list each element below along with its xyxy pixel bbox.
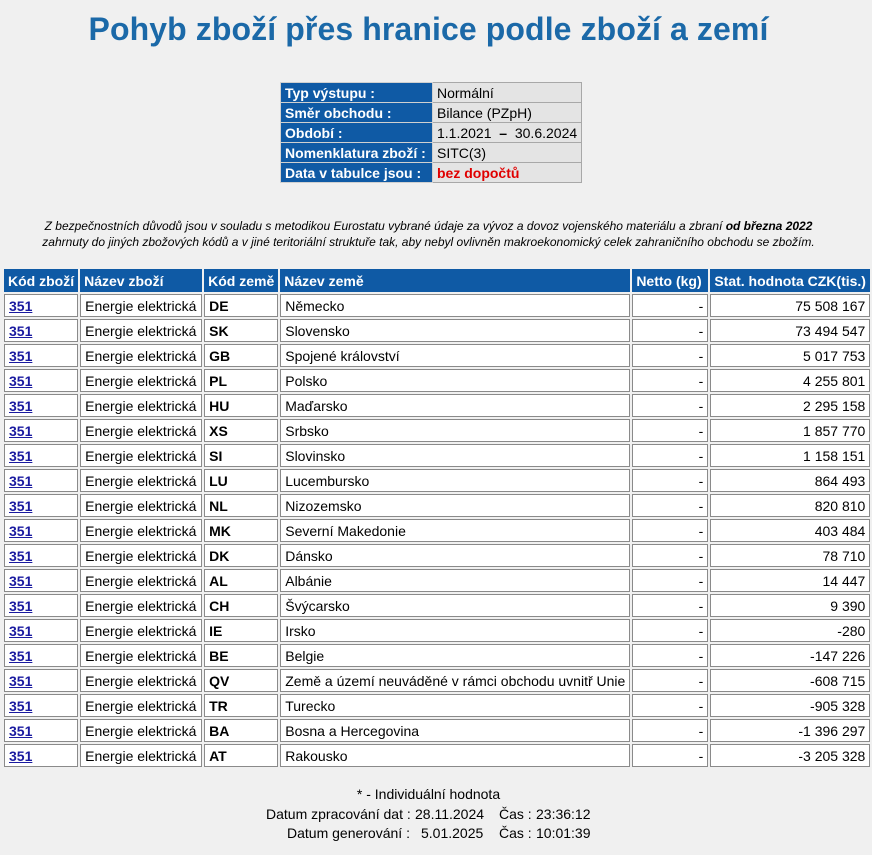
goods-code-link[interactable]: 351	[9, 547, 33, 564]
cell-goods-code	[4, 494, 78, 517]
cell-country-name: Lucembursko	[280, 469, 630, 492]
cell-netto: -	[632, 569, 708, 592]
cell-country-name: Spojené království	[280, 344, 630, 367]
cell-stat-value: 75 508 167	[710, 294, 870, 317]
cell-goods-code	[4, 694, 78, 717]
cell-country-name: Rakousko	[280, 744, 630, 767]
cell-goods-code	[4, 319, 78, 342]
cell-stat-value: 4 255 801	[710, 369, 870, 392]
header-stat-value: Stat. hodnota CZK(tis.)	[710, 269, 870, 292]
processed-time-label: Čas :	[499, 805, 532, 822]
cell-country-code: PL	[204, 369, 278, 392]
param-row	[281, 103, 582, 123]
cell-netto: -	[632, 594, 708, 617]
cell-country-code: GB	[204, 344, 278, 367]
cell-country-code: AL	[204, 569, 278, 592]
cell-country-name: Švýcarsko	[280, 594, 630, 617]
processed-time: 23:36:12	[536, 805, 591, 822]
cell-goods-name: Energie elektrická	[80, 744, 202, 767]
note-emphasis: od března 2022	[725, 219, 813, 233]
processed-date: 28.11.2024	[415, 805, 485, 822]
cell-country-name: Nizozemsko	[280, 494, 630, 517]
cell-goods-code	[4, 594, 78, 617]
cell-netto: -	[632, 369, 708, 392]
cell-country-name: Severní Makedonie	[280, 519, 630, 542]
parameters-table	[280, 82, 582, 183]
cell-country-name: Dánsko	[280, 544, 630, 567]
cell-goods-name: Energie elektrická	[80, 469, 202, 492]
table-row	[4, 544, 870, 567]
table-row	[4, 519, 870, 542]
param-value: Normální	[433, 83, 582, 103]
table-row	[4, 719, 870, 742]
cell-country-name: Bosna a Hercegovina	[280, 719, 630, 742]
cell-netto: -	[632, 744, 708, 767]
cell-stat-value: -608 715	[710, 669, 870, 692]
cell-stat-value: 78 710	[710, 544, 870, 567]
page-title: Pohyb zboží přes hranice podle zboží a zemí	[88, 11, 769, 47]
cell-goods-code	[4, 719, 78, 742]
note-text: Z bezpečnostních důvodů jsou v souladu s metodikou Eurostatu vybrané údaje za vývoz a dovoz vojenského materiálu a zbraní	[44, 219, 726, 233]
cell-country-code: LU	[204, 469, 278, 492]
cell-stat-value: 1 158 151	[710, 444, 870, 467]
param-label: Nomenklatura zboží :	[281, 143, 433, 163]
cell-country-code: HU	[204, 394, 278, 417]
period-from: 1.1.2021	[437, 124, 492, 141]
param-label: Typ výstupu :	[281, 83, 433, 103]
table-row	[4, 444, 870, 467]
cell-netto: -	[632, 394, 708, 417]
cell-goods-name: Energie elektrická	[80, 669, 202, 692]
table-body	[4, 294, 870, 767]
cell-country-code: DE	[204, 294, 278, 317]
table-row	[4, 419, 870, 442]
table-row	[4, 619, 870, 642]
cell-goods-name: Energie elektrická	[80, 419, 202, 442]
goods-code-link[interactable]: 351	[9, 572, 33, 589]
cell-goods-name: Energie elektrická	[80, 594, 202, 617]
table-row	[4, 494, 870, 517]
cell-country-code: TR	[204, 694, 278, 717]
param-label: Období :	[281, 123, 433, 143]
cell-stat-value: 9 390	[710, 594, 870, 617]
cell-country-code: IE	[204, 619, 278, 642]
goods-code-link[interactable]: 351	[9, 697, 33, 714]
generated-row	[0, 824, 857, 844]
note-line-1	[0, 218, 857, 234]
table-row	[4, 569, 870, 592]
data-table	[2, 267, 872, 769]
cell-goods-name: Energie elektrická	[80, 644, 202, 667]
cell-country-code: DK	[204, 544, 278, 567]
param-value: SITC(3)	[433, 143, 582, 163]
table-header-row	[4, 269, 870, 292]
security-note	[0, 218, 857, 250]
generated-time: 10:01:39	[536, 825, 591, 841]
goods-code-link[interactable]: 351	[9, 522, 33, 539]
cell-stat-value: 73 494 547	[710, 319, 870, 342]
cell-goods-code	[4, 519, 78, 542]
cell-country-code: BA	[204, 719, 278, 742]
cell-goods-code	[4, 619, 78, 642]
header-country-code: Kód země	[204, 269, 278, 292]
goods-code-link[interactable]: 351	[9, 672, 33, 689]
generated-date: 5.01.2025	[421, 825, 484, 841]
cell-stat-value: -1 396 297	[710, 719, 870, 742]
cell-country-name: Turecko	[280, 694, 630, 717]
cell-country-code: QV	[204, 669, 278, 692]
cell-netto: -	[632, 319, 708, 342]
cell-country-code: MK	[204, 519, 278, 542]
cell-country-code: BE	[204, 644, 278, 667]
cell-stat-value: -905 328	[710, 694, 870, 717]
cell-netto: -	[632, 694, 708, 717]
cell-goods-code	[4, 394, 78, 417]
cell-stat-value: 2 295 158	[710, 394, 870, 417]
cell-netto: -	[632, 669, 708, 692]
table-row	[4, 344, 870, 367]
header-goods-name: Název zboží	[80, 269, 202, 292]
cell-netto: -	[632, 644, 708, 667]
cell-country-name: Maďarsko	[280, 394, 630, 417]
table-row	[4, 694, 870, 717]
cell-country-name: Německo	[280, 294, 630, 317]
cell-netto: -	[632, 494, 708, 517]
cell-country-name: Slovensko	[280, 319, 630, 342]
cell-goods-code	[4, 569, 78, 592]
table-row	[4, 294, 870, 317]
cell-country-code: AT	[204, 744, 278, 767]
processed-label: Datum zpracování dat :	[266, 805, 411, 822]
cell-goods-name: Energie elektrická	[80, 519, 202, 542]
table-row	[4, 394, 870, 417]
goods-code-link[interactable]: 351	[9, 297, 33, 314]
legend-text: * - Individuální hodnota	[356, 786, 501, 802]
cell-goods-name: Energie elektrická	[80, 619, 202, 642]
generated-label: Datum generování :	[287, 825, 410, 841]
cell-goods-code	[4, 344, 78, 367]
table-row	[4, 744, 870, 767]
cell-netto: -	[632, 719, 708, 742]
cell-country-name: Irsko	[280, 619, 630, 642]
cell-country-code: XS	[204, 419, 278, 442]
cell-stat-value: 864 493	[710, 469, 870, 492]
cell-goods-code	[4, 419, 78, 442]
cell-goods-name: Energie elektrická	[80, 319, 202, 342]
cell-netto: -	[632, 294, 708, 317]
table-row	[4, 369, 870, 392]
cell-goods-name: Energie elektrická	[80, 494, 202, 517]
cell-goods-name: Energie elektrická	[80, 394, 202, 417]
goods-code-link[interactable]: 351	[9, 397, 33, 414]
cell-goods-code	[4, 544, 78, 567]
cell-goods-name: Energie elektrická	[80, 294, 202, 317]
cell-netto: -	[632, 544, 708, 567]
header-netto: Netto (kg)	[632, 269, 708, 292]
cell-netto: -	[632, 469, 708, 492]
cell-netto: -	[632, 344, 708, 367]
goods-code-link[interactable]: 351	[9, 347, 33, 364]
cell-netto: -	[632, 619, 708, 642]
cell-netto: -	[632, 419, 708, 442]
period-dash: –	[499, 124, 508, 141]
cell-stat-value: 1 857 770	[710, 419, 870, 442]
goods-code-link[interactable]: 351	[9, 497, 33, 514]
param-row	[281, 123, 582, 143]
cell-goods-code	[4, 369, 78, 392]
cell-stat-value: -147 226	[710, 644, 870, 667]
table-row	[4, 594, 870, 617]
cell-country-name: Belgie	[280, 644, 630, 667]
goods-code-link[interactable]: 351	[9, 647, 33, 664]
cell-goods-code	[4, 294, 78, 317]
cell-country-name: Polsko	[280, 369, 630, 392]
cell-goods-code	[4, 644, 78, 667]
cell-goods-code	[4, 669, 78, 692]
param-value-warning: bez dopočtů	[433, 163, 582, 183]
param-label: Data v tabulce jsou :	[281, 163, 433, 183]
cell-country-code: SK	[204, 319, 278, 342]
cell-stat-value: 5 017 753	[710, 344, 870, 367]
cell-stat-value: 820 810	[710, 494, 870, 517]
cell-country-code: CH	[204, 594, 278, 617]
cell-goods-name: Energie elektrická	[80, 569, 202, 592]
cell-country-code: NL	[204, 494, 278, 517]
param-value-period	[433, 123, 582, 143]
goods-code-link[interactable]: 351	[9, 422, 33, 439]
table-row	[4, 469, 870, 492]
goods-code-link[interactable]: 351	[9, 622, 33, 639]
cell-goods-code	[4, 469, 78, 492]
cell-stat-value: 403 484	[710, 519, 870, 542]
cell-goods-name: Energie elektrická	[80, 544, 202, 567]
cell-netto: -	[632, 519, 708, 542]
goods-code-link[interactable]: 351	[9, 747, 33, 764]
footer	[0, 785, 857, 844]
table-row	[4, 644, 870, 667]
param-label: Směr obchodu :	[281, 103, 433, 123]
goods-code-link[interactable]: 351	[9, 372, 33, 389]
cell-goods-code	[4, 444, 78, 467]
cell-country-code: SI	[204, 444, 278, 467]
cell-country-name: Albánie	[280, 569, 630, 592]
cell-goods-name: Energie elektrická	[80, 369, 202, 392]
note-line-2: zahrnuty do jiných zbožových kódů a v jiné teritoriální struktuře tak, aby nebyl ovlivněn makroekonomický celek zahraničního obchodu se zbožím.	[42, 235, 815, 249]
cell-country-name: Srbsko	[280, 419, 630, 442]
cell-goods-name: Energie elektrická	[80, 344, 202, 367]
period-to: 30.6.2024	[514, 124, 578, 141]
param-value: Bilance (PZpH)	[433, 103, 582, 123]
goods-code-link[interactable]: 351	[9, 472, 33, 489]
goods-code-link[interactable]: 351	[9, 722, 33, 739]
cell-stat-value: -280	[710, 619, 870, 642]
goods-code-link[interactable]: 351	[9, 597, 33, 614]
cell-goods-name: Energie elektrická	[80, 694, 202, 717]
cell-goods-code	[4, 744, 78, 767]
cell-stat-value: 14 447	[710, 569, 870, 592]
cell-goods-name: Energie elektrická	[80, 719, 202, 742]
cell-goods-name: Energie elektrická	[80, 444, 202, 467]
processed-row	[0, 805, 857, 825]
cell-country-name: Slovinsko	[280, 444, 630, 467]
table-row	[4, 669, 870, 692]
param-row	[281, 83, 582, 103]
generated-time-label: Čas :	[499, 825, 532, 841]
goods-code-link[interactable]: 351	[9, 447, 33, 464]
header-goods-code: Kód zboží	[4, 269, 78, 292]
goods-code-link[interactable]: 351	[9, 322, 33, 339]
cell-country-name: Země a území neuváděné v rámci obchodu uvnitř Unie	[280, 669, 630, 692]
param-row	[281, 163, 582, 183]
cell-stat-value: -3 205 328	[710, 744, 870, 767]
param-row	[281, 143, 582, 163]
cell-netto: -	[632, 444, 708, 467]
table-row	[4, 319, 870, 342]
header-country-name: Název země	[280, 269, 630, 292]
